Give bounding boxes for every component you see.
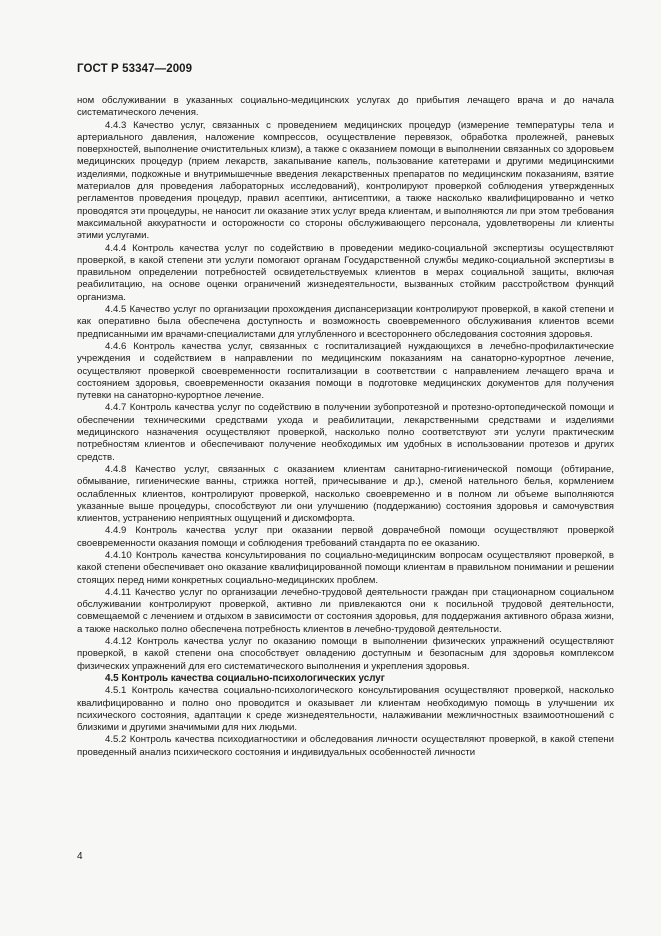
page-number: 4 bbox=[77, 851, 83, 862]
standard-code-header: ГОСТ Р 53347—2009 bbox=[77, 63, 193, 75]
paragraph-4-4-6: 4.4.6 Контроль качества услуг, связанных с госпитализацией нуждающихся в лечебно-профилактические учреждения и содействием в направлении по медицинским показаниям на санаторно-курортное лечение, осуществляют проверкой своевременности госпитализации в соответствии с направлением лечащего врача и состоянием здоровья, своевременности оказания помощи в подготовке медицинских документов для получения путевки на санаторно-курортное лечение. bbox=[77, 340, 614, 402]
paragraph-4-4-3: 4.4.3 Качество услуг, связанных с проведением медицинских процедур (измерение температуры тела и артериального давления, наложение компрессов, осуществление перевязок, обработка пролежней, раневых поверхностей, выполнение очистительных клизм), а также с оказанием помощи в выполнении связанных со здоровьем медицинских процедур (прием лекарств, закапывание капель, пользование катетерами и другими медицинскими изделиями, подкожные и внутримышечные введения лекарственных препаратов по медицинским показаниям, взятие материалов для проведения лабораторных исследований), контролируют проверкой соблюдения утвержденных регламентов проведения процедур, правил асептики, антисептики, а также насколько квалифицированно и четко проводятся эти процедуры, не наносит ли оказание этих услуг вреда клиентам, и выполняются ли при этом требования максимальной аккуратности и осторожности со стороны обслуживающего персонала, удовлетворены ли клиенты этими услугами. bbox=[77, 119, 614, 242]
paragraph-4-4-4: 4.4.4 Контроль качества услуг по содействию в проведении медико-социальной экспертизы осуществляют проверкой, в какой степени эти услуги помогают органам Государственной службы медико-социальной экспертизы в правильном определении потребностей освидетельствуемых клиентов в мерах социальной защиты, включая реабилитацию, на основе оценки ограничений жизнедеятельности, вызванных стойким расстройством функций организма. bbox=[77, 242, 614, 303]
paragraph-4-5-2: 4.5.2 Контроль качества психодиагностики и обследования личности осуществляют проверкой, в какой степени проведенный анализ психического состояния и индивидуальных особенностей личности bbox=[77, 734, 614, 758]
paragraph-4-4-8: 4.4.8 Качество услуг, связанных с оказанием клиентам санитарно-гигиенической помощи (обтирание, обмывание, гигиенические ванны, стрижка ногтей, причесывание и др.), сменой нательного белья, кормлением ослабленных клиентов, контролируют проверкой, насколько своевременно и в полном ли объеме выполняются указанные выше процедуры, способствуют ли они улучшению (поддержанию) состояния здоровья и самочувствия клиентов, устранению неприятных ощущений и дискомфорта. bbox=[77, 463, 614, 525]
paragraph-4-4-11: 4.4.11 Качество услуг по организации лечебно-трудовой деятельности граждан при стационарном социальном обслуживании контролируют проверкой, активно ли привлекаются они к посильной трудовой деятельности, совмещаемой с лечением и отдыхом в зависимости от состояния здоровья, для поддержания активного образа жизни, а также насколько полно обеспечена потребность клиентов в лечебно-трудовой деятельности. bbox=[77, 586, 614, 635]
paragraph-4-4-10: 4.4.10 Контроль качества консультирования по социально-медицинским вопросам осуществляют проверкой, в какой степени обеспечивает оно оказание квалифицированной помощи клиентам в правильном понимании и решении стоящих перед ними конкретных социально-медицинских проблем. bbox=[77, 549, 614, 586]
paragraph-continuation: ном обслуживании в указанных социально-медицинских услугах до прибытия лечащего врача и до начала систематического лечения. bbox=[77, 95, 614, 119]
paragraph-4-4-7: 4.4.7 Контроль качества услуг по содействию в получении зубопротезной и протезно-ортопедической помощи и обеспечении техническими средствами ухода и реабилитации, лекарственными средствами и изделиями медицинского назначения осуществляют проверкой, насколько полно соответствуют эти услуги практическим потребностям клиентов и обеспечивают получение необходимых им удобных в использовании протезов и других средств. bbox=[77, 402, 614, 463]
paragraph-4-4-5: 4.4.5 Качество услуг по организации прохождения диспансеризации контролируют проверкой, в какой степени и как оперативно была обеспечена доступность и возможность своевременного обслуживания клиентов всеми предписанными им врачами-специалистами для углубленного и всестороннего обследования состояния здоровья. bbox=[77, 304, 614, 340]
paragraph-4-5-1: 4.5.1 Контроль качества социально-психологического консультирования осуществляют проверкой, насколько квалифицированно и полно оно проводится и оказывает ли клиентам необходимую помощь в улучшении их психического состояния, адаптации к среде жизнедеятельности, налаживании межличностных взаимоотношений с близкими и другими значимыми для них людьми. bbox=[77, 685, 614, 734]
document-body bbox=[77, 95, 614, 759]
section-heading-4-5: 4.5 Контроль качества социально-психологических услуг bbox=[105, 672, 385, 684]
paragraph-4-4-12: 4.4.12 Контроль качества услуг по оказанию помощи в выполнении физических упражнений осуществляют проверкой, в какой степени она способствует овладению доступным и безопасным для здоровья комплексом физических упражнений для его систематического выполнения и укрепления здоровья. bbox=[77, 636, 614, 672]
paragraph-4-4-9: 4.4.9 Контроль качества услуг при оказании первой доврачебной помощи осуществляют проверкой своевременности оказания помощи и соблюдения требований стандарта по ее оказанию. bbox=[77, 525, 614, 549]
